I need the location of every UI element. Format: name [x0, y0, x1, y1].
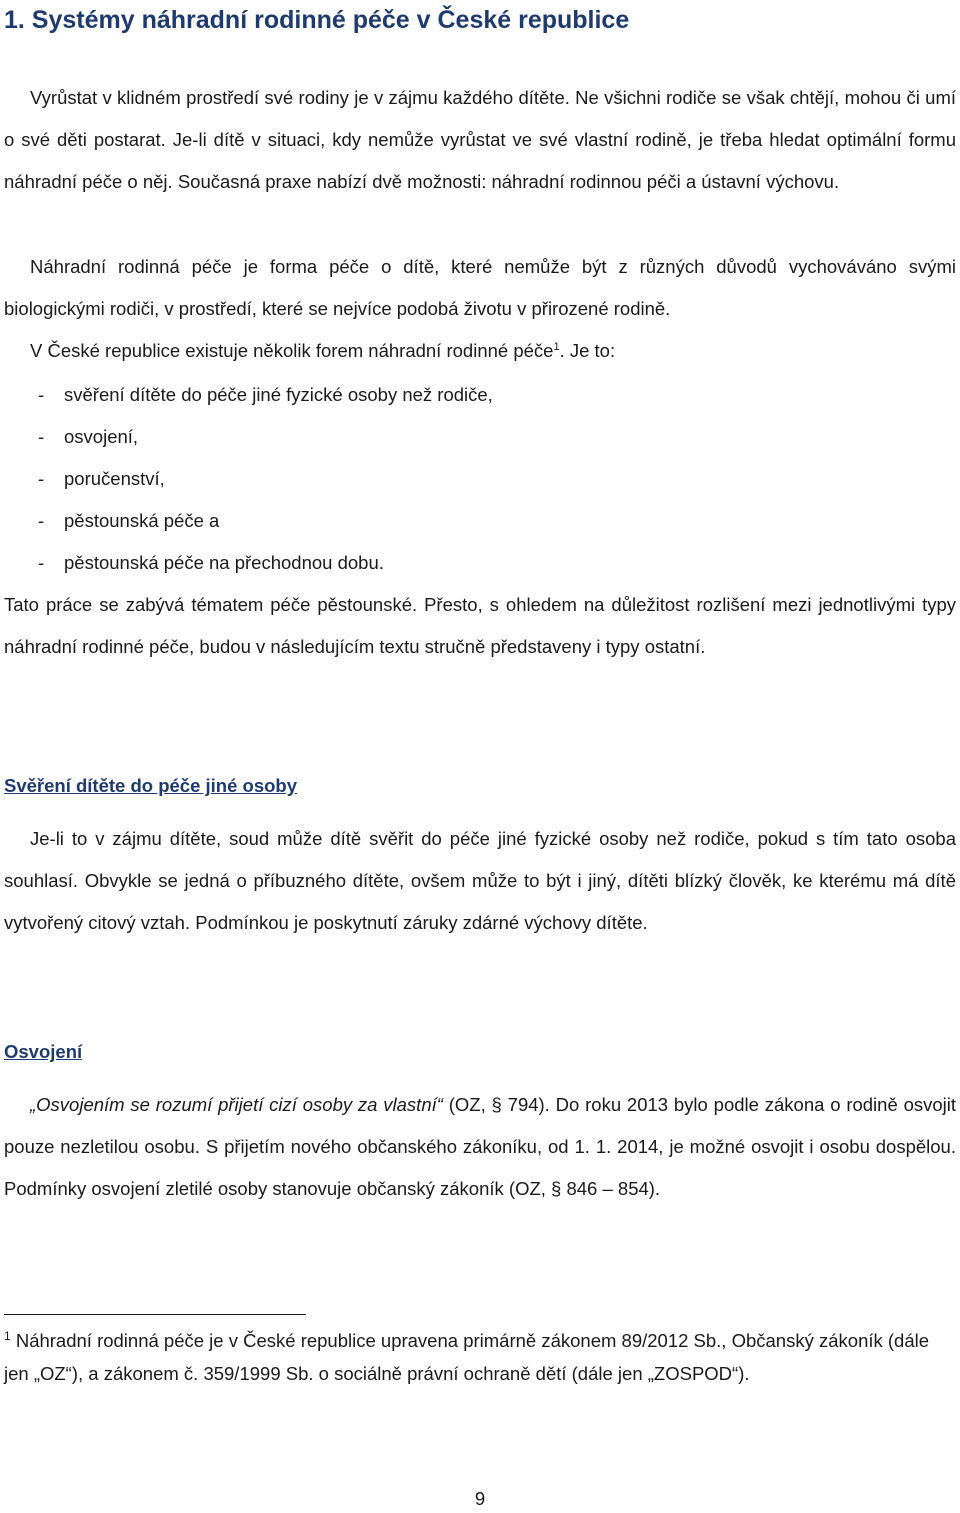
forms-list — [4, 374, 493, 584]
section-osvojeni-text — [4, 1084, 956, 1210]
list-item-text: pěstounská péče na přechodnou dobu. — [64, 552, 384, 573]
list-dash: - — [38, 468, 45, 489]
definition-paragraph: Náhradní rodinná péče je forma péče o dítě, které nemůže být z různých důvodů vychováváno svými biologickými rodiči, v prostředí, které se nejvíce podobá životu v přirozené rodině. — [4, 256, 956, 319]
list-item — [4, 500, 493, 542]
footnote-text: Náhradní rodinná péče je v České republice upravena primárně zákonem 89/2012 Sb., Občanský zákoník (dále jen „OZ“), a zákonem č. 359/1999 Sb. o sociálně právní ochraně dětí (dále jen „ZOSPOD“). — [4, 1330, 930, 1384]
list-item-text: svěření dítěte do péče jiné fyzické osoby než rodiče, — [64, 384, 493, 405]
list-dash: - — [38, 384, 45, 405]
footnote — [4, 1324, 949, 1390]
list-item-text: osvojení, — [64, 426, 139, 447]
section-sverena-text: Je-li to v zájmu dítěte, soud může dítě svěřit do péče jiné fyzické osoby než rodiče, pokud s tím tato osoba souhlasí. Obvykle se jedná o příbuzného dítěte, ovšem může to být i jiný, dítěti blízký člověk, ke kterému má dítě vytvořený citový vztah. Podmínkou je poskytnutí záruky zdárné výchovy dítěte. — [4, 828, 956, 933]
section-heading-osvojeni: Osvojení — [4, 1041, 83, 1062]
list-dash: - — [38, 426, 45, 447]
list-dash: - — [38, 552, 45, 573]
osvojeni-quote: „Osvojením se rozumí přijetí cizí osoby za vlastní“ — [30, 1094, 443, 1115]
intro-paragraph: Vyrůstat v klidném prostředí své rodiny je v zájmu každého dítěte. Ne všichni rodiče se však chtějí, mohou či umí o své děti postarat. Je-li dítě v situaci, kdy nemůže vyrůstat ve své vlastní rodině, je třeba hledat optimální formu náhradní péče o něj. Současná praxe nabízí dvě možnosti: náhradní rodinnou péči a ústavní výchovu. — [4, 87, 956, 192]
footnote-separator — [4, 1314, 306, 1315]
list-dash: - — [38, 510, 45, 531]
list-item-text: pěstounská péče a — [64, 510, 220, 531]
forms-intro-paragraph — [4, 330, 956, 372]
list-item — [4, 416, 493, 458]
forms-lead-text: V České republice existuje několik forem náhradní rodinné péče — [30, 340, 554, 361]
footnote-reference[interactable]: 1 — [553, 340, 560, 353]
forms-tail-text: . Je to: — [559, 340, 616, 361]
topic-paragraph: Tato práce se zabývá tématem péče pěstounské. Přesto, s ohledem na důležitost rozlišení mezi jednotlivými typy náhradní rodinné péče, budou v následujícím textu stručně představeny i typy ostatní. — [4, 594, 956, 657]
section-heading-sverena: Svěření dítěte do péče jiné osoby — [4, 775, 298, 796]
list-item — [4, 374, 493, 416]
osvojeni-body: (OZ, § 794). Do roku 2013 bylo podle zákona o rodině osvojit pouze nezletilou osobu. S přijetím nového občanského zákoníku, od 1. 1. 2014, je možné osvojit i osobu dospělou. Podmínky osvojení zletilé osoby stanovuje občanský zákoník (OZ, § 846 – 854). — [4, 1094, 957, 1199]
page-number: 9 — [474, 1488, 486, 1509]
list-item — [4, 542, 493, 584]
list-item — [4, 458, 493, 500]
list-item-text: poručenství, — [64, 468, 165, 489]
chapter-heading: 1. Systémy náhradní rodinné péče v České republice — [4, 6, 630, 34]
footnote-number: 1 — [4, 1328, 11, 1343]
